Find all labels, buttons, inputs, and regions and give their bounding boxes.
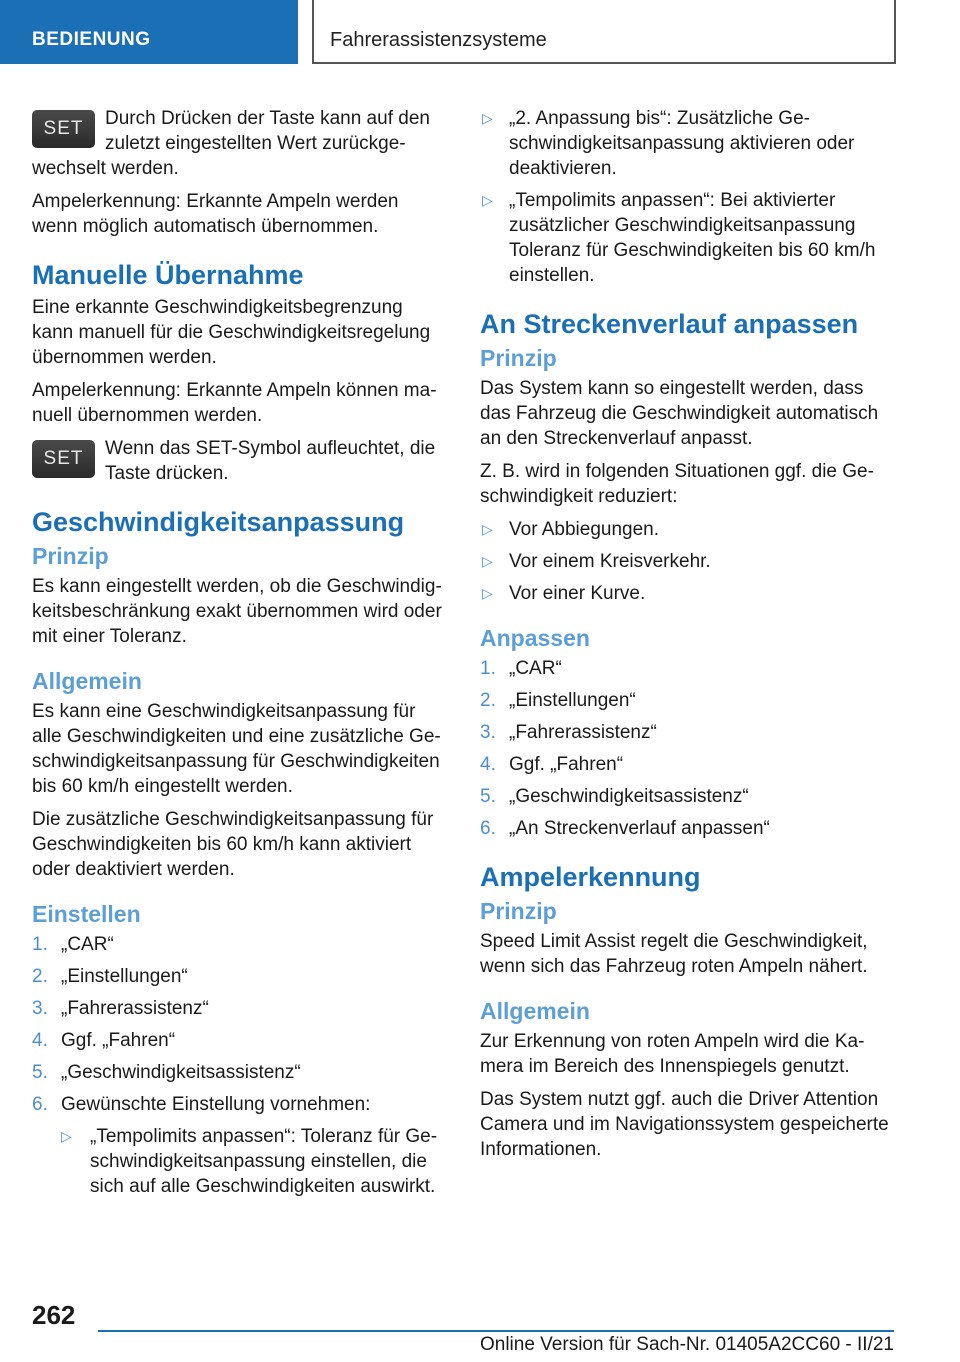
step-text: „An Streckenverlauf anpassen“	[509, 818, 770, 839]
step-number: 5.	[32, 1062, 48, 1083]
paragraph: Speed Limit Assist regelt die Geschwindigkeit, wenn sich das Fahrzeug roten Ampeln nähert.	[480, 931, 868, 977]
paragraph: Das System nutzt ggf. auch die Driver Attention Camera und im Navigationssystem gespeicherte Informationen.	[480, 1089, 889, 1160]
list-item	[480, 188, 896, 288]
list-item	[61, 1124, 448, 1199]
step-text: „Einstellungen“	[509, 690, 636, 711]
paragraph: Es kann eingestellt werden, ob die Geschwindigkeitsbeschränkung exakt übernommen wird oder mit einer Toleranz.	[32, 576, 442, 647]
set-note-text: Durch Drücken der Taste kann auf den zuletzt eingestellten Wert zurückgewechselt werden.	[32, 108, 430, 179]
list-item	[32, 932, 448, 957]
step-text: Gewünschte Einstellung vornehmen:	[61, 1094, 371, 1115]
step-text: „Geschwindigkeitsassistenz“	[509, 786, 749, 807]
subheading-prinzip: Prinzip	[32, 543, 109, 569]
set-note-text: Wenn das SET-Symbol aufleuchtet, die Taste drücken.	[105, 438, 436, 484]
list-item	[32, 996, 448, 1021]
list-item	[32, 1028, 448, 1053]
step-text: Ggf. „Fahren“	[61, 1030, 176, 1051]
sub-bullet-list	[480, 106, 896, 288]
step-text: Ggf. „Fahren“	[509, 754, 624, 775]
step-number: 2.	[32, 966, 48, 987]
bullet-text: „2. Anpassung bis“: Zusätzliche Geschwindigkeitsanpassung aktivieren oder deaktivieren.	[509, 108, 855, 179]
list-item	[32, 1092, 448, 1199]
bullet-text: Vor einer Kurve.	[509, 583, 646, 604]
list-item	[480, 688, 896, 713]
subheading-anpassen: Anpassen	[480, 625, 590, 651]
step-number: 2.	[480, 690, 496, 711]
subheading-prinzip: Prinzip	[480, 898, 557, 924]
set-note-1	[32, 106, 448, 181]
list-item	[480, 752, 896, 777]
right-column	[480, 106, 896, 1170]
step-number: 1.	[480, 658, 496, 679]
triangle-bullet-icon: ▷	[61, 1128, 72, 1144]
triangle-bullet-icon: ▷	[482, 521, 493, 537]
list-item	[480, 656, 896, 681]
list-item	[32, 964, 448, 989]
chapter-title: Fahrerassistenzsysteme	[312, 0, 896, 64]
triangle-bullet-icon: ▷	[482, 553, 493, 569]
step-text: „Fahrerassistenz“	[61, 998, 209, 1019]
triangle-bullet-icon: ▷	[482, 192, 493, 208]
list-item	[480, 784, 896, 809]
paragraph: Es kann eine Geschwindigkeitsanpassung für alle Geschwindigkeiten und eine zusätzliche Geschwindigkeitsanpassung für Geschwindigkeiten bis 60 km/h eingestellt werden.	[32, 701, 441, 797]
step-text: „Fahrerassistenz“	[509, 722, 657, 743]
paragraph: Z. B. wird in folgenden Situationen ggf. die Geschwindigkeit reduziert:	[480, 461, 874, 507]
set-button-icon: SET	[32, 440, 95, 478]
set-note-2	[32, 436, 448, 486]
anpassen-steps-list	[480, 656, 896, 841]
subheading-einstellen: Einstellen	[32, 901, 141, 927]
section-tab[interactable]: BEDIENUNG	[0, 0, 298, 64]
footer-text: Online Version für Sach-Nr. 01405A2CC60 - II/21	[479, 1334, 894, 1355]
subheading-allgemein: Allgemein	[32, 668, 142, 694]
bullet-text: Vor Abbiegungen.	[509, 519, 660, 540]
heading-geschwindigkeitsanpassung: Geschwindigkeitsanpassung	[32, 507, 405, 537]
paragraph: Die zusätzliche Geschwindigkeitsanpassung für Geschwindigkeiten bis 60 km/h kann aktiviert oder deaktiviert werden.	[32, 809, 434, 880]
heading-ampelerkennung: Ampelerkennung	[480, 862, 701, 892]
bullet-text: „Tempolimits anpassen“: Bei aktivierter zusätzlicher Geschwindigkeitsanpassung Toleranz für Geschwindigkeiten bis 60 km/h einstellen.	[509, 190, 876, 286]
step-number: 4.	[480, 754, 496, 775]
footer-divider	[98, 1330, 894, 1332]
triangle-bullet-icon: ▷	[482, 585, 493, 601]
step-text: „Geschwindigkeitsassistenz“	[61, 1062, 301, 1083]
heading-manuelle-uebernahme: Manuelle Übernahme	[32, 260, 304, 290]
step-text: „CAR“	[509, 658, 562, 679]
paragraph: Zur Erkennung von roten Ampeln wird die Kamera im Bereich des Innenspiegels genutzt.	[480, 1031, 865, 1077]
paragraph: Ampelerkennung: Erkannte Ampeln werden wenn möglich automatisch übernommen.	[32, 191, 399, 237]
paragraph: Das System kann so eingestellt werden, dass das Fahrzeug die Geschwindigkeit automatisch an den Streckenverlauf anpasst.	[480, 378, 879, 449]
list-item	[32, 1060, 448, 1085]
heading-streckenverlauf: An Streckenverlauf anpassen	[480, 309, 859, 339]
list-item	[480, 816, 896, 841]
triangle-bullet-icon: ▷	[482, 110, 493, 126]
list-item	[480, 106, 896, 181]
step-text: „CAR“	[61, 934, 114, 955]
step-number: 3.	[480, 722, 496, 743]
step-number: 6.	[32, 1094, 48, 1115]
left-column	[32, 106, 448, 1206]
sub-bullet-list	[61, 1124, 448, 1199]
step-number: 6.	[480, 818, 496, 839]
bullet-text: „Tempolimits anpassen“: Toleranz für Geschwindigkeitsanpassung einstellen, die sich auf alle Geschwindigkeiten auswirkt.	[90, 1126, 438, 1197]
list-item	[480, 517, 896, 542]
step-number: 4.	[32, 1030, 48, 1051]
step-number: 3.	[32, 998, 48, 1019]
step-number: 5.	[480, 786, 496, 807]
bullet-text: Vor einem Kreisverkehr.	[509, 551, 711, 572]
subheading-prinzip: Prinzip	[480, 345, 557, 371]
list-item	[480, 549, 896, 574]
step-text: „Einstellungen“	[61, 966, 188, 987]
paragraph: Eine erkannte Geschwindigkeitsbegrenzung kann manuell für die Geschwindigkeitsregelung übernommen werden.	[32, 297, 431, 368]
situations-list	[480, 517, 896, 606]
list-item	[480, 720, 896, 745]
list-item	[480, 581, 896, 606]
paragraph: Ampelerkennung: Erkannte Ampeln können manuell übernommen werden.	[32, 380, 437, 426]
settings-steps-list	[32, 932, 448, 1199]
subheading-allgemein: Allgemein	[480, 998, 590, 1024]
set-button-icon: SET	[32, 110, 95, 148]
page-number: 262	[32, 1300, 76, 1330]
step-number: 1.	[32, 934, 48, 955]
